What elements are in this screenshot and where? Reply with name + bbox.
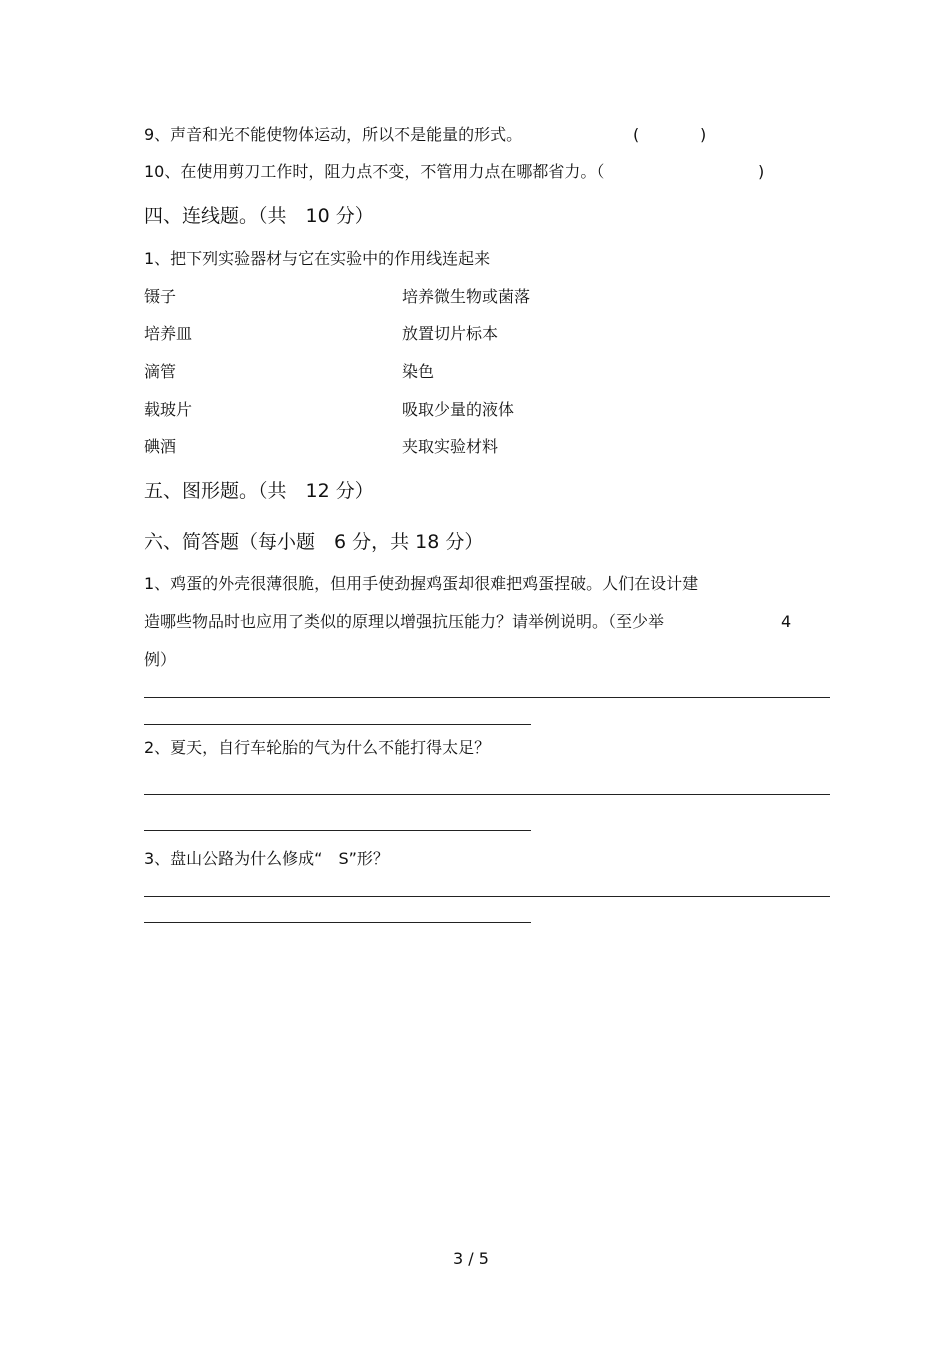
question-10: 10、在使用剪刀工作时，阻力点不变，不管用力点在哪都省力。（ xyxy=(144,162,605,181)
answer-line xyxy=(144,896,830,897)
short-answer-question-3: 3、盘山公路为什么修成“ S”形？ xyxy=(144,849,389,868)
matching-right-item: 放置切片标本 xyxy=(402,324,499,343)
matching-left-item: 镊子 xyxy=(144,287,177,306)
short-answer-question-2: 2、夏天，自行车轮胎的气为什么不能打得太足？ xyxy=(144,738,491,757)
page-number: 3 / 5 xyxy=(453,1249,489,1268)
matching-left-item: 碘酒 xyxy=(144,437,177,456)
short-answer-question-1-line2: 造哪些物品时也应用了类似的原理以增强抗压能力？请举例说明。（至少举 xyxy=(144,612,665,631)
question-9: 9、声音和光不能使物体运动，所以不是能量的形式。 xyxy=(144,125,523,144)
answer-line xyxy=(144,922,531,923)
section-5-heading: 五、图形题。（共 12 分） xyxy=(144,480,374,502)
matching-left-item: 滴管 xyxy=(144,362,177,381)
matching-right-item: 夹取实验材料 xyxy=(402,437,499,456)
answer-line xyxy=(144,724,531,725)
short-answer-question-1-number: 4 xyxy=(781,612,792,631)
answer-paren-open-9: ( xyxy=(633,125,640,144)
matching-right-item: 染色 xyxy=(402,362,435,381)
matching-right-item: 培养微生物或菌落 xyxy=(402,287,531,306)
short-answer-question-1-line1: 1、鸡蛋的外壳很薄很脆，但用手使劲握鸡蛋却很难把鸡蛋捏破。人们在设计建 xyxy=(144,574,699,593)
section-6-heading: 六、简答题（每小题 6 分，共 18 分） xyxy=(144,531,484,553)
matching-question-1: 1、把下列实验器材与它在实验中的作用线连起来 xyxy=(144,249,491,268)
answer-paren-close-9: ) xyxy=(700,125,707,144)
answer-paren-close-10: ) xyxy=(758,162,765,181)
short-answer-question-1-line3: 例） xyxy=(144,650,177,669)
answer-line xyxy=(144,830,531,831)
matching-left-item: 载玻片 xyxy=(144,400,193,419)
matching-right-item: 吸取少量的液体 xyxy=(402,400,515,419)
matching-left-item: 培养皿 xyxy=(144,324,193,343)
answer-line xyxy=(144,794,830,795)
answer-line xyxy=(144,697,830,698)
section-4-heading: 四、连线题。（共 10 分） xyxy=(144,205,374,227)
